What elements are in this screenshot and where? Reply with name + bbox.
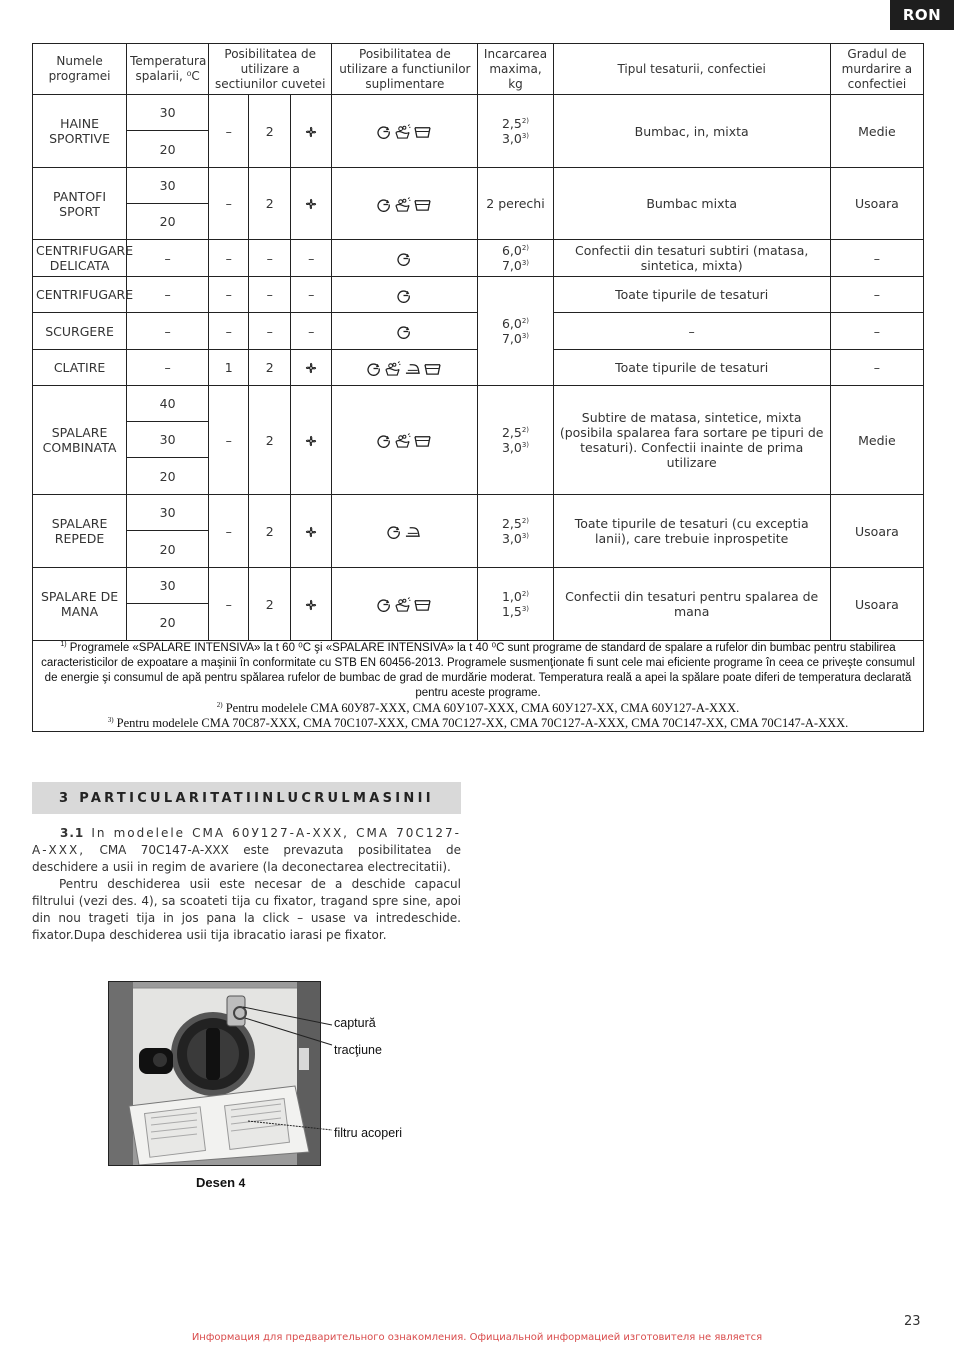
section-cell: – <box>209 495 249 568</box>
section-cell: – <box>209 568 249 641</box>
section-cell: – <box>249 277 291 313</box>
fabric-cell: Confectii din tesaturi subtiri (matasa, sintetica, mixta) <box>553 240 830 277</box>
temperature-cell: 20 <box>127 204 209 240</box>
section-cell: 2 <box>249 350 291 386</box>
temperature-cell: 20 <box>127 604 209 641</box>
temperature-cell: – <box>127 350 209 386</box>
fabric-cell: Toate tipurile de tesaturi <box>553 350 830 386</box>
page-number: 23 <box>904 1314 921 1329</box>
label-filter-cover: filtru acoperi <box>334 1126 403 1140</box>
section-cell: – <box>249 240 291 277</box>
section-cell: 2 <box>249 168 291 240</box>
section-cell: 2 <box>249 568 291 641</box>
program-name: CLATIRE <box>33 350 127 386</box>
language-tab: RON <box>890 0 954 30</box>
program-name: PANTOFI SPORT <box>33 168 127 240</box>
load-cell: 6,0$^{2)}$ 7,0$^{3)}$ <box>478 277 553 386</box>
figure-caption: Desen 4 <box>196 1175 246 1190</box>
temperature-cell: 40 <box>127 386 209 422</box>
load-cell: 2,5$^{2)}$ 3,0$^{3)}$ <box>478 95 553 168</box>
header-temperature: Temperatura spalarii, ⁰C <box>127 44 209 95</box>
soil-cell: Medie <box>830 95 923 168</box>
temperature-cell: 30 <box>127 95 209 131</box>
label-capture: captură <box>334 1016 376 1030</box>
paragraph-door-opening: Pentru deschiderea usii este necesar de a deschide capacul filtrului (vezi des. 4), sa scoateti tija cu fixator, tragand spre sine, apoi din nou trageti tija in jos pana la click – usase va intredeschide. fixator.Dupa deschiderea usii tija ibracatio iarasi pe fixator. <box>32 877 461 942</box>
header-functions: Posibilitatea de utilizare a functiunilor suplimentare <box>332 44 478 95</box>
soil-cell: Medie <box>830 386 923 495</box>
program-name: CENTRIFUGARE <box>33 277 127 313</box>
footnote-1: $^{1)}$ Programele «SPALARE INTENSIVA» la t 60 ⁰C şi «SPALARE INTENSIVA» la t 40 ⁰C sunt programe de standard de spalare a rufelor din bumbac pentru stabilirea caracteristicilor de expoatare a maşinii în conformitate cu STB EN 60456-2013. Programele susmenţionate fi sunt cele mai eficiente programe în ceea ce priveşte consumul de energie şi consumul de apă pentru spălarea rufelor de bumbac de grad de murdărie moderat. Temperatura reală a apei la spălare poate diferi de temperatura declarată pentru aceste programe. <box>41 641 915 699</box>
soil-cell: – <box>830 240 923 277</box>
section-cell: – <box>249 313 291 350</box>
label-pull: tracţiune <box>334 1043 382 1057</box>
section-cell: – <box>209 386 249 495</box>
section-cell: 2 <box>249 495 291 568</box>
temperature-cell: – <box>127 277 209 313</box>
section-cell: – <box>209 95 249 168</box>
disclaimer-notice: Информация для предварительного ознакомления. Официальной информацией изготовителя не является <box>191 1332 763 1343</box>
fabric-cell: Toate tipurile de tesaturi (cu exceptia lanii), care trebuie inprospetite <box>553 495 830 568</box>
footnote-2: $^{2)}$ Pentru modelele CMA 60У87-ХХХ, CMA 60У107-ХХХ, CMA 60У127-ХХ, CMA 60У127-А-ХХХ. <box>216 700 740 715</box>
header-program: Numele programei <box>33 44 127 95</box>
paragraph-3-1: 3.1 In modelele CMA 60У127-А-ХХХ, CMA 70С127-А-ХХХ, CMA 70С147-А-ХХХ este prevazuta posibilitatea de deschidere a usii in regim de avariere (la deconectarea electrecitatii). <box>32 826 461 874</box>
section-cell: – <box>291 313 332 350</box>
soil-cell: – <box>830 277 923 313</box>
load-cell: 2 perechi <box>478 168 553 240</box>
program-name: SPALARE COMBINATA <box>33 386 127 495</box>
fabric-cell: Bumbac mixta <box>553 168 830 240</box>
header-soil: Gradul de murdarire a confectiei <box>830 44 923 95</box>
section-cell: – <box>209 313 249 350</box>
soil-cell: – <box>830 350 923 386</box>
temperature-cell: 30 <box>127 422 209 458</box>
section-cell: – <box>209 277 249 313</box>
fabric-cell: Bumbac, in, mixta <box>553 95 830 168</box>
load-cell: 2,5$^{2)}$ 3,0$^{3)}$ <box>478 495 553 568</box>
section-cell: 2 <box>249 95 291 168</box>
fabric-cell: Toate tipurile de tesaturi <box>553 277 830 313</box>
load-cell: 1,0$^{2)}$ 1,5$^{3)}$ <box>478 568 553 641</box>
load-cell: 2,5$^{2)}$ 3,0$^{3)}$ <box>478 386 553 495</box>
soil-cell: – <box>830 313 923 350</box>
fabric-cell: – <box>553 313 830 350</box>
program-name: SPALARE DE MANA <box>33 568 127 641</box>
soil-cell: Usoara <box>830 568 923 641</box>
temperature-cell: 30 <box>127 168 209 204</box>
section-cell: – <box>209 168 249 240</box>
header-fabric: Tipul tesaturii, confectiei <box>553 44 830 95</box>
section-cell: – <box>291 240 332 277</box>
section-cell: 1 <box>209 350 249 386</box>
soil-cell: Usoara <box>830 168 923 240</box>
temperature-cell: 20 <box>127 131 209 168</box>
temperature-cell: – <box>127 240 209 277</box>
temperature-cell: 20 <box>127 531 209 568</box>
temperature-cell: 30 <box>127 568 209 604</box>
program-name: SPALARE REPEDE <box>33 495 127 568</box>
header-load: Incarcarea maxima, kg <box>478 44 553 95</box>
temperature-cell: 20 <box>127 458 209 495</box>
fabric-cell: Subtire de matasa, sintetice, mixta (posibila spalarea fara sortare pe tipuri de tesaturi). Confectii inainte de prima utilizare <box>553 386 830 495</box>
footnote-3: $^{3)}$ Pentru modelele CMA 70С87-ХХХ, CMA 70С107-ХХХ, CMA 70С127-ХХ, CMA 70С127-А-ХХХ, CMA 70С147-ХХ, CMA 70С147-А-ХХХ. <box>107 715 849 730</box>
section-cell: – <box>209 240 249 277</box>
temperature-cell: 30 <box>127 495 209 531</box>
section-title: 3 PARTICULARITATIINLUCRULMASINII <box>59 791 434 806</box>
soil-cell: Usoara <box>830 495 923 568</box>
program-name: SCURGERE <box>33 313 127 350</box>
program-name: HAINE SPORTIVE <box>33 95 127 168</box>
fabric-cell: Confectii din tesaturi pentru spalarea de mana <box>553 568 830 641</box>
section-cell: 2 <box>249 386 291 495</box>
temperature-cell: – <box>127 313 209 350</box>
load-cell: 6,0$^{2)}$ 7,0$^{3)}$ <box>478 240 553 277</box>
section-cell: – <box>291 277 332 313</box>
header-sections: Posibilitatea de utilizare a sectiunilor cuvetei <box>209 44 332 95</box>
program-name: CENTRIFUGARE DELICATA <box>33 240 127 277</box>
